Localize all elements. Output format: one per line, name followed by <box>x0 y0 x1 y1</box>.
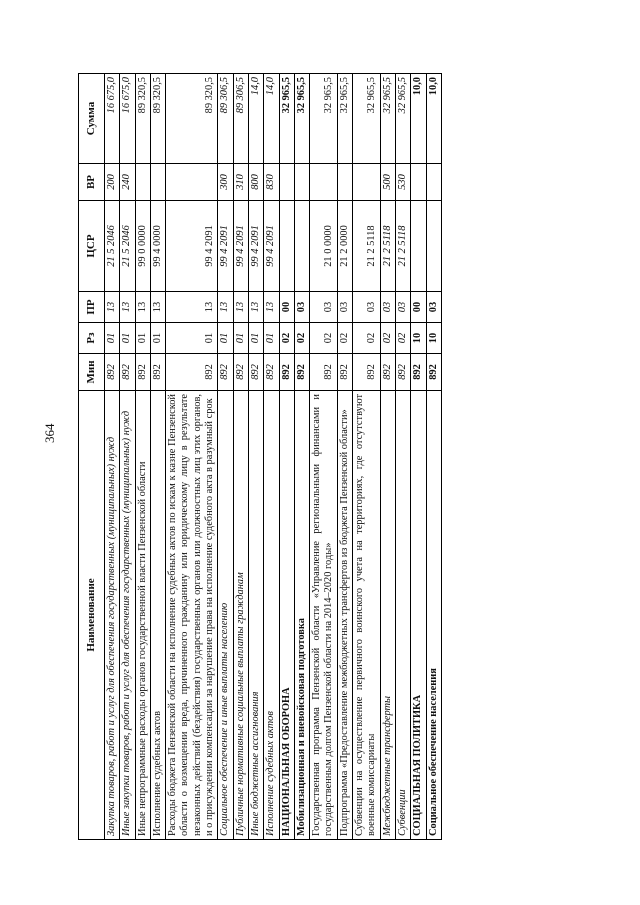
row-pr: 13 <box>135 292 150 323</box>
row-csr: 21 2 5118 <box>395 201 410 292</box>
row-pr: 00 <box>411 292 426 323</box>
row-name: НАЦИОНАЛЬНАЯ ОБОРОНА <box>279 391 294 840</box>
row-sum: 10,0 <box>411 74 426 164</box>
row-rz: 10 <box>411 323 426 354</box>
row-pr: 13 <box>264 292 279 323</box>
page-number: 364 <box>42 423 57 443</box>
row-min: 892 <box>395 354 410 391</box>
row-pr: 03 <box>426 292 441 323</box>
table-row <box>248 74 263 840</box>
row-pr: 03 <box>337 292 352 323</box>
row-name: Иные бюджетные ассигнования <box>248 391 263 840</box>
table-row <box>353 74 381 840</box>
row-pr: 13 <box>218 292 233 323</box>
row-sum: 89 306,5 <box>218 74 233 164</box>
row-sum: 32 965,5 <box>353 74 381 164</box>
row-csr <box>426 201 441 292</box>
row-sum: 32 965,5 <box>395 74 410 164</box>
row-csr <box>279 201 294 292</box>
row-min: 892 <box>337 354 352 391</box>
row-csr: 99 4 2091 <box>166 201 218 292</box>
row-rz: 01 <box>233 323 248 354</box>
row-vr: 800 <box>248 164 263 201</box>
row-csr: 99 4 2091 <box>218 201 233 292</box>
table-row <box>395 74 410 840</box>
row-rz: 02 <box>353 323 381 354</box>
table-row <box>264 74 279 840</box>
row-name: Субвенции на осуществление первичного воинского учета на территориях, где отсутствуют военные комиссариаты <box>353 391 381 840</box>
row-min: 892 <box>426 354 441 391</box>
row-pr: 03 <box>310 292 338 323</box>
row-min: 892 <box>248 354 263 391</box>
rotated-budget-table <box>78 74 528 840</box>
row-sum: 32 965,5 <box>279 74 294 164</box>
row-min: 892 <box>279 354 294 391</box>
row-name: СОЦИАЛЬНАЯ ПОЛИТИКА <box>411 391 426 840</box>
row-vr: 530 <box>395 164 410 201</box>
header-csr: ЦСР <box>79 201 105 292</box>
row-csr: 99 0 0000 <box>135 201 150 292</box>
table-body <box>105 74 442 840</box>
row-name: Закупка товаров, работ и услуг для обеспечения государственных (муниципальных) нужд <box>105 391 120 840</box>
row-vr <box>150 164 165 201</box>
table-header-row <box>79 74 105 840</box>
row-vr <box>135 164 150 201</box>
row-rz: 01 <box>248 323 263 354</box>
row-csr <box>294 201 309 292</box>
row-sum: 89 320,5 <box>135 74 150 164</box>
row-vr <box>294 164 309 201</box>
row-name: Публичные нормативные социальные выплаты гражданам <box>233 391 248 840</box>
row-vr <box>411 164 426 201</box>
row-rz: 01 <box>166 323 218 354</box>
row-pr: 03 <box>294 292 309 323</box>
row-min: 892 <box>310 354 338 391</box>
row-sum: 10,0 <box>426 74 441 164</box>
row-min: 892 <box>218 354 233 391</box>
row-vr: 300 <box>218 164 233 201</box>
row-csr: 99 4 2091 <box>248 201 263 292</box>
row-csr <box>411 201 426 292</box>
header-name: Наименование <box>79 391 105 840</box>
row-sum: 32 965,5 <box>294 74 309 164</box>
row-name: Исполнение судебных актов <box>264 391 279 840</box>
row-vr: 240 <box>120 164 135 201</box>
table-row <box>294 74 309 840</box>
row-min: 892 <box>353 354 381 391</box>
row-min: 892 <box>233 354 248 391</box>
row-sum: 32 965,5 <box>380 74 395 164</box>
row-rz: 01 <box>150 323 165 354</box>
row-rz: 01 <box>120 323 135 354</box>
row-csr: 21 2 5118 <box>380 201 395 292</box>
row-sum: 89 320,5 <box>150 74 165 164</box>
row-rz: 02 <box>279 323 294 354</box>
table-row <box>411 74 426 840</box>
row-sum: 89 306,5 <box>233 74 248 164</box>
row-pr: 03 <box>353 292 381 323</box>
table-row <box>426 74 441 840</box>
row-csr: 21 2 0000 <box>337 201 352 292</box>
row-sum: 14,0 <box>264 74 279 164</box>
row-vr <box>353 164 381 201</box>
row-min: 892 <box>294 354 309 391</box>
table-row <box>233 74 248 840</box>
row-csr: 99 4 2091 <box>233 201 248 292</box>
row-pr: 13 <box>248 292 263 323</box>
table-row <box>105 74 120 840</box>
row-name: Исполнение судебных актов <box>150 391 165 840</box>
budget-table <box>78 73 442 840</box>
row-min: 892 <box>380 354 395 391</box>
row-vr <box>426 164 441 201</box>
row-rz: 01 <box>105 323 120 354</box>
row-vr: 500 <box>380 164 395 201</box>
row-vr <box>279 164 294 201</box>
row-pr: 03 <box>395 292 410 323</box>
row-min: 892 <box>135 354 150 391</box>
row-pr: 00 <box>279 292 294 323</box>
row-vr: 310 <box>233 164 248 201</box>
row-pr: 13 <box>233 292 248 323</box>
table-row <box>337 74 352 840</box>
row-min: 892 <box>120 354 135 391</box>
row-min: 892 <box>264 354 279 391</box>
row-pr: 13 <box>166 292 218 323</box>
row-pr: 13 <box>150 292 165 323</box>
row-csr: 99 4 2091 <box>264 201 279 292</box>
table-row <box>380 74 395 840</box>
row-csr: 21 0 0000 <box>310 201 338 292</box>
table-row <box>310 74 338 840</box>
row-name: Подпрограмма «Предоставление межбюджетных трансфертов из бюджета Пензенской области» <box>337 391 352 840</box>
row-vr: 830 <box>264 164 279 201</box>
header-sum: Сумма <box>79 74 105 164</box>
row-name: Межбюджетные трансферты <box>380 391 395 840</box>
header-rz: Рз <box>79 323 105 354</box>
row-min: 892 <box>166 354 218 391</box>
table-row <box>279 74 294 840</box>
table-row <box>120 74 135 840</box>
row-rz: 01 <box>264 323 279 354</box>
row-pr: 13 <box>120 292 135 323</box>
row-sum: 32 965,5 <box>310 74 338 164</box>
row-sum: 16 675,0 <box>105 74 120 164</box>
row-csr: 99 4 0000 <box>150 201 165 292</box>
row-vr: 200 <box>105 164 120 201</box>
row-name: Государственная программа Пензенской области «Управление региональными финансами и государственным долгом Пензенской области на 2014–2020 годы» <box>310 391 338 840</box>
row-vr <box>337 164 352 201</box>
header-pr: ПР <box>79 292 105 323</box>
row-rz: 02 <box>294 323 309 354</box>
header-min: Мин <box>79 354 105 391</box>
row-sum: 32 965,5 <box>337 74 352 164</box>
row-rz: 02 <box>395 323 410 354</box>
row-pr: 13 <box>105 292 120 323</box>
row-name: Мобилизационная и вневойсковая подготовка <box>294 391 309 840</box>
row-rz: 01 <box>218 323 233 354</box>
row-csr: 21 5 2046 <box>120 201 135 292</box>
row-min: 892 <box>411 354 426 391</box>
table-row <box>150 74 165 840</box>
row-csr: 21 5 2046 <box>105 201 120 292</box>
row-rz: 02 <box>380 323 395 354</box>
row-name: Иные непрограммные расходы органов государственной власти Пензенской области <box>135 391 150 840</box>
table-row <box>166 74 218 840</box>
header-vr: ВР <box>79 164 105 201</box>
row-rz: 02 <box>337 323 352 354</box>
row-vr <box>310 164 338 201</box>
row-name: Социальное обеспечение и иные выплаты населению <box>218 391 233 840</box>
row-name: Иные закупки товаров, работ и услуг для обеспечения государственных (муниципальных) нужд <box>120 391 135 840</box>
row-rz: 02 <box>310 323 338 354</box>
row-name: Субвенции <box>395 391 410 840</box>
row-sum: 89 320,5 <box>166 74 218 164</box>
row-sum: 14,0 <box>248 74 263 164</box>
row-min: 892 <box>150 354 165 391</box>
row-rz: 10 <box>426 323 441 354</box>
row-min: 892 <box>105 354 120 391</box>
row-rz: 01 <box>135 323 150 354</box>
row-name: Социальное обеспечение населения <box>426 391 441 840</box>
table-row <box>218 74 233 840</box>
row-vr <box>166 164 218 201</box>
row-sum: 16 675,0 <box>120 74 135 164</box>
table-row <box>135 74 150 840</box>
row-csr: 21 2 5118 <box>353 201 381 292</box>
row-name: Расходы бюджета Пензенской области на исполнение судебных актов по искам к казне Пензенской области о возмещении вреда, причиненного гражданину или юридическому лицу в результате незаконных действий (бездействия) государственных органов или должностных лиц этих органов, и о присуждении компенсации за нарушение права на исполнение судебного акта в разумный срок <box>166 391 218 840</box>
row-pr: 03 <box>380 292 395 323</box>
